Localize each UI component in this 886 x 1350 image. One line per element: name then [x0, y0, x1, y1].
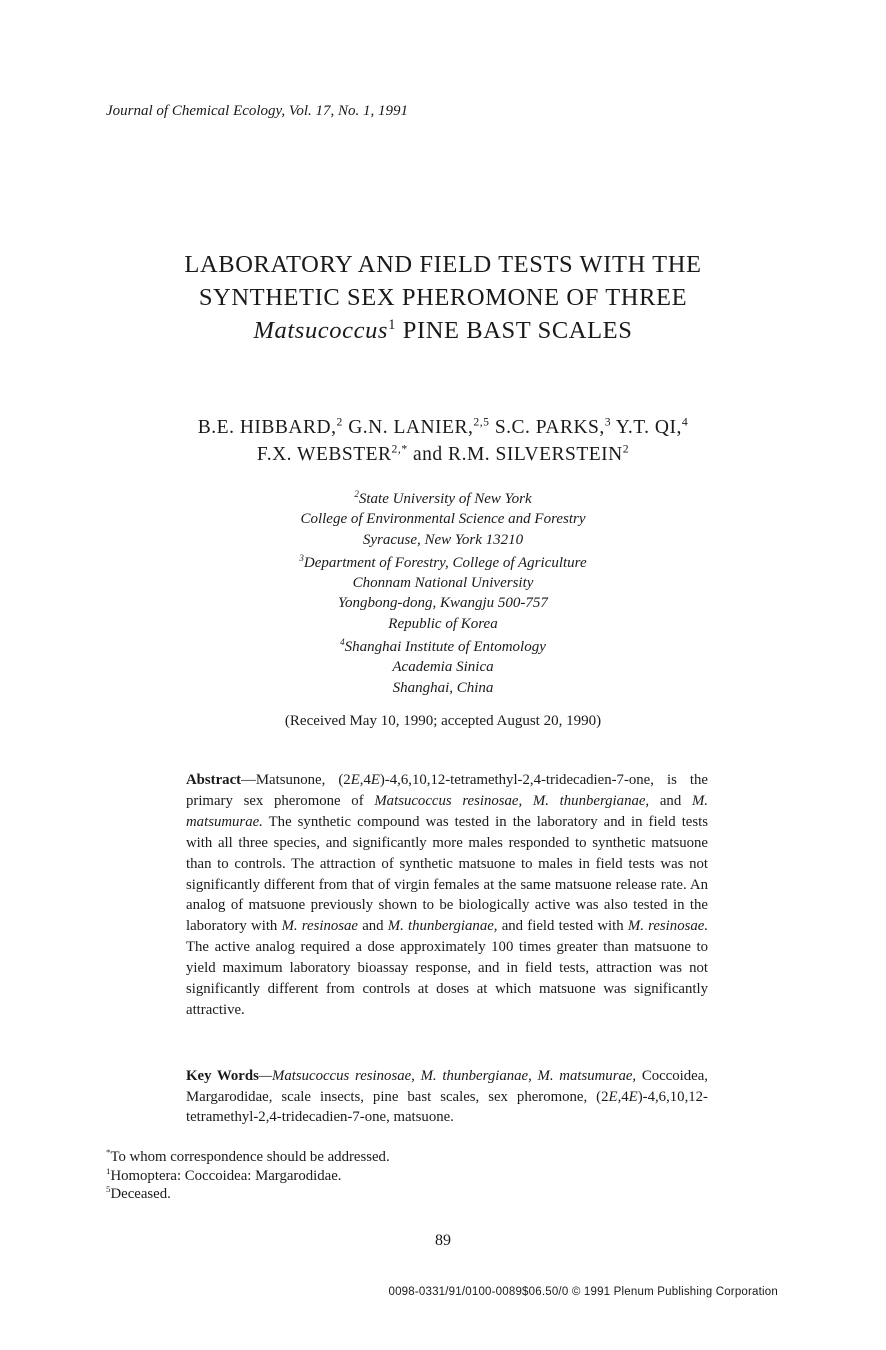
- affiliation-3-line-4: Republic of Korea: [388, 615, 498, 632]
- footnote-mark: 5: [106, 1184, 111, 1195]
- author-qi-affil: 4: [681, 415, 689, 429]
- affiliation-4-line-3: Shanghai, China: [392, 679, 494, 696]
- key-words-text: Coccoidea, Margarodidae, scale insects, pine bast scales, sex pheromone, (2: [186, 1068, 708, 1105]
- abstract-stereo: E: [350, 772, 360, 788]
- abstract-text: ,4: [359, 772, 371, 788]
- affiliation-3-line-2: Chonnam National University: [352, 575, 534, 592]
- title-genus-footnote-mark: 1: [388, 316, 397, 333]
- abstract-text: and field tested with: [497, 918, 628, 935]
- abstract-stereo: E: [370, 772, 380, 788]
- footnotes: [106, 1148, 390, 1204]
- title-line-3: [0, 314, 886, 347]
- key-words-stereo: E: [608, 1088, 618, 1105]
- affiliation-4-line-1: [0, 637, 886, 657]
- key-words-text: )-4,6,10,12-tetramethyl-2,4-tridecadien-7-one, matsuone.: [186, 1088, 708, 1125]
- abstract-text: and: [649, 792, 692, 809]
- author-qi: Y.T. QI,: [611, 417, 682, 438]
- paper-title: [0, 248, 886, 347]
- affiliation-4-line-2: Academia Sinica: [392, 659, 494, 676]
- author-line-2: [0, 441, 886, 468]
- affiliation-3-mark: 3: [299, 552, 304, 563]
- footnote-correspondence: [106, 1148, 390, 1167]
- key-words: [186, 1066, 708, 1128]
- abstract-species: M. resinosae: [281, 918, 358, 935]
- author-webster: F.X. WEBSTER: [256, 444, 392, 465]
- affiliation-4-name: Shanghai Institute of Entomology: [344, 639, 546, 656]
- key-words-text: ,4: [617, 1088, 629, 1105]
- author-lanier-affil: 2,5: [473, 415, 490, 429]
- footnote-homoptera: [106, 1167, 390, 1186]
- author-parks-affil: 3: [604, 415, 612, 429]
- copyright-line: 0098-0331/91/0100-0089$06.50/0 © 1991 Plenum Publishing Corporation: [388, 1286, 778, 1298]
- title-line-2: SYNTHETIC SEX PHEROMONE OF THREE: [198, 284, 688, 311]
- affiliation-2-line-2: College of Environmental Science and Forestry: [300, 511, 586, 528]
- footnote-mark: *: [106, 1147, 111, 1158]
- key-words-species: —Matsucoccus resinosae, M. thunbergianae, M. matsumurae,: [258, 1068, 637, 1084]
- journal-citation: Journal of Chemical Ecology, Vol. 17, No. 1, 1991: [106, 103, 409, 119]
- footnote-text: Deceased.: [110, 1186, 171, 1202]
- footnote-text: Homoptera: Coccoidea: Margarodidae.: [110, 1167, 342, 1184]
- author-list: [0, 414, 886, 468]
- abstract: [186, 770, 708, 1021]
- abstract-label: Abstract: [186, 772, 242, 788]
- title-genus: Matsucoccus: [253, 317, 389, 344]
- affiliation-4-mark: 4: [340, 637, 345, 648]
- author-hibbard: B.E. HIBBARD,: [197, 417, 337, 438]
- abstract-species: Matsucoccus resinosae, M. thunbergianae,: [374, 792, 650, 809]
- page-number: 89: [435, 1232, 451, 1249]
- author-silverstein-affil: 2: [622, 442, 630, 456]
- affiliation-2-line-1: [0, 489, 886, 509]
- footnote-deceased: [106, 1185, 390, 1204]
- abstract-species: M. thunbergianae,: [387, 918, 498, 935]
- affiliation-2-line-3: Syracuse, New York 13210: [362, 531, 524, 548]
- author-silverstein: and R.M. SILVERSTEIN: [407, 444, 623, 465]
- affiliation-3-line-1: [0, 553, 886, 573]
- abstract-text: —Matsunone, (2: [241, 772, 351, 788]
- author-line-1: [0, 414, 886, 441]
- abstract-text: The active analog required a dose approximately 100 times greater than matsuone to yield maximum laboratory bioassay response, and in field tests, attraction was not significantly different from controls at doses at which matsuone was significantly attractive.: [186, 939, 708, 1018]
- affiliations: [0, 489, 886, 698]
- author-parks: S.C. PARKS,: [489, 417, 605, 438]
- affiliation-3-name: Department of Forestry, College of Agriculture: [303, 554, 587, 571]
- author-hibbard-affil: 2: [336, 415, 343, 429]
- author-webster-affil: 2,*: [391, 442, 408, 456]
- affiliation-3-line-3: Yongbong-dong, Kwangju 500-757: [338, 595, 548, 612]
- received-dates: (Received May 10, 1990; accepted August 20, 1990): [284, 713, 602, 729]
- abstract-text: )-4,6,10,12-tetramethyl-2,4-tridecadien-7-one, is the primary sex pheromone of: [186, 772, 708, 809]
- title-line-1: LABORATORY AND FIELD TESTS WITH THE: [184, 251, 702, 278]
- abstract-text: and: [357, 918, 388, 935]
- affiliation-2-name: State University of New York: [358, 491, 532, 507]
- abstract-text: The synthetic compound was tested in the laboratory and in field tests with all three species, and significantly more males responded to synthetic matsuone than to controls. The attraction of synthetic matsuone to males in field tests was not significantly different from that of virgin females at the same matsuone release rate. An analog of matsuone previously shown to be biologically active was also tested in the laboratory with: [186, 813, 708, 935]
- title-line-3-rest: PINE BAST SCALES: [396, 317, 633, 344]
- key-words-label: Key Words: [186, 1068, 259, 1084]
- footnote-text: To whom correspondence should be addressed.: [110, 1149, 390, 1165]
- footnote-mark: 1: [106, 1165, 111, 1176]
- key-words-stereo: E: [628, 1088, 638, 1105]
- affiliation-2-mark: 2: [354, 489, 359, 499]
- abstract-species: M. matsumurae.: [186, 792, 708, 830]
- author-lanier: G.N. LANIER,: [342, 417, 474, 438]
- abstract-species: M. resinosae.: [627, 918, 709, 935]
